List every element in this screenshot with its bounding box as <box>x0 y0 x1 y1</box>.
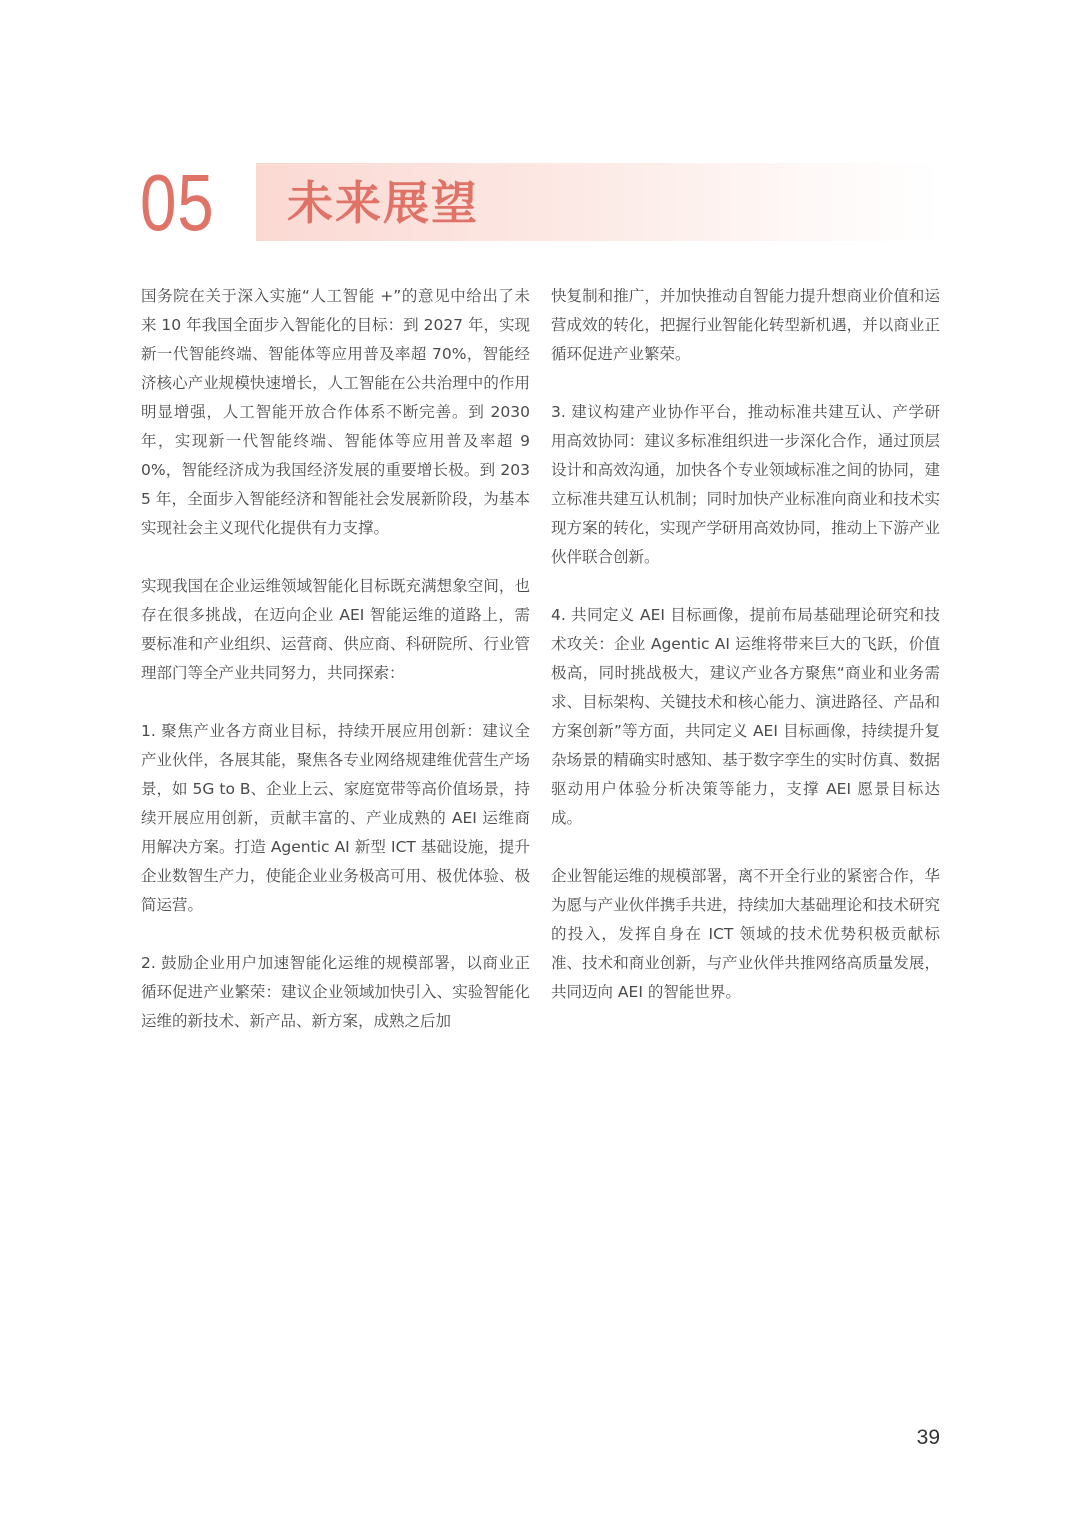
paragraph-challenges: 实现我国在企业运维领域智能化目标既充满想象空间，也存在很多挑战，在迈向企业 AEI 智能运维的道路上，需要标准和产业组织、运营商、供应商、科研院所、行业管理部门等全产业共同努力，共同探索： <box>141 577 530 682</box>
chapter-title: 未来展望 <box>287 176 479 230</box>
right-text-column <box>551 282 940 1036</box>
page-number: 39 <box>916 1426 940 1449</box>
paragraph-intro: 国务院在关于深入实施“人工智能 +”的意见中给出了未来 10 年我国全面步入智能化的目标：到 2027 年，实现新一代智能终端、智能体等应用普及率超 70%，智能经济核心产业规模快速增长，人工智能在公共治理中的作用明显增强，人工智能开放合作体系不断完善。到 2030 年，实现新一代智能终端、智能体等应用普及率超 90%，智能经济成为我国经济发展的重要增长极。到 2035 年，全面步入智能经济和智能社会发展新阶段，为基本实现社会主义现代化提供有力支撑。 <box>141 287 530 537</box>
paragraph-point-2-continued: 快复制和推广，并加快推动自智能力提升想商业价值和运营成效的转化，把握行业智能化转型新机遇，并以商业正循环促进产业繁荣。 <box>551 287 940 363</box>
paragraph-point-4: 4. 共同定义 AEI 目标画像，提前布局基础理论研究和技术攻关：企业 Agentic AI 运维将带来巨大的飞跃，价值极高，同时挑战极大，建议产业各方聚焦“商业和业务需求、目标架构、关键技术和核心能力、演进路径、产品和方案创新”等方面，共同定义 AEI 目标画像，持续提升复杂场景的精确实时感知、基于数字孪生的实时仿真、数据驱动用户体验分析决策等能力，支撑 AEI 愿景目标达成。 <box>551 606 940 827</box>
left-text-column <box>141 282 530 1065</box>
paragraph-point-1: 1. 聚焦产业各方商业目标，持续开展应用创新：建议全产业伙伴，各展其能，聚焦各专业网络规建维优营生产场景，如 5G to B、企业上云、家庭宽带等高价值场景，持续开展应用创新，贡献丰富的、产业成熟的 AEI 运维商用解决方案。打造 Agentic AI 新型 ICT 基础设施，提升企业数智生产力，使能企业业务极高可用、极优体验、极简运营。 <box>141 722 530 914</box>
paragraph-point-2: 2. 鼓励企业用户加速智能化运维的规模部署，以商业正循环促进产业繁荣：建议企业领域加快引入、实验智能化运维的新技术、新产品、新方案，成熟之后加 <box>141 954 530 1030</box>
chapter-number: 05 <box>140 158 215 247</box>
paragraph-conclusion: 企业智能运维的规模部署，离不开全行业的紧密合作，华为愿与产业伙伴携手共进，持续加大基础理论和技术研究的投入，发挥自身在 ICT 领域的技术优势积极贡献标准、技术和商业创新，与产业伙伴共推网络高质量发展，共同迈向 AEI 的智能世界。 <box>551 867 940 1001</box>
paragraph-point-3: 3. 建议构建产业协作平台，推动标准共建互认、产学研用高效协同：建议多标准组织进一步深化合作，通过顶层设计和高效沟通，加快各个专业领域标准之间的协同，建立标准共建互认机制；同时加快产业标准向商业和技术实现方案的转化，实现产学研用高效协同，推动上下游产业伙伴联合创新。 <box>551 403 940 566</box>
